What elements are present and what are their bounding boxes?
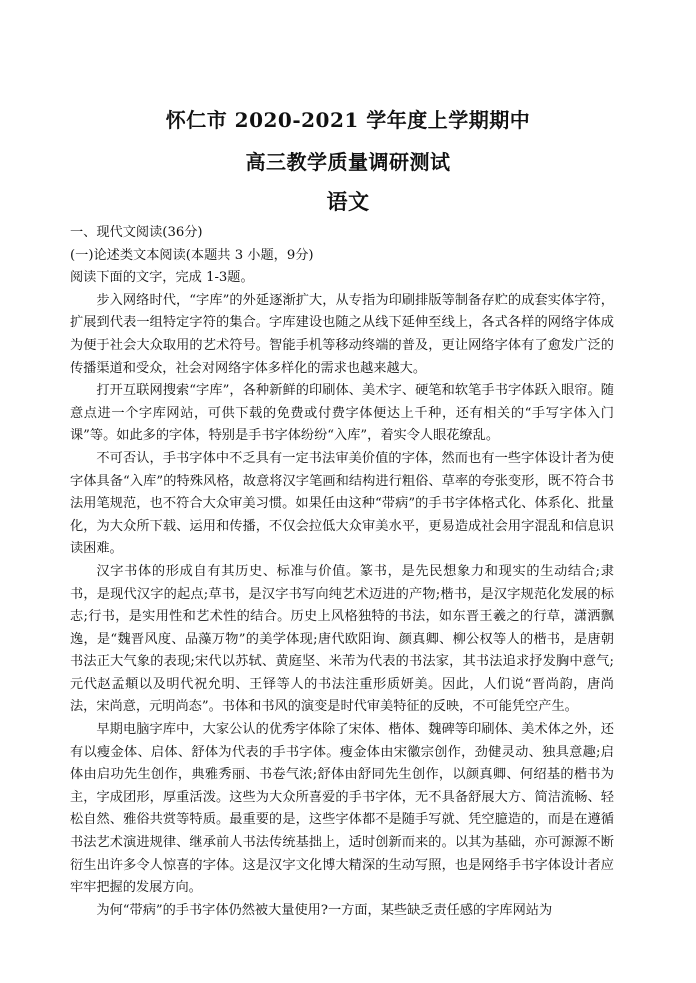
- paragraph-2: 打开互联网搜索“字库”，各种新鲜的印刷体、美术字、硬笔和软笔手书字体跃入眼帘。随意点进一个字库网站，可供下载的免费或付费字体便达上千种，还有相关的“手写字体入门课”等。如此多的字体，特别是手书字体纷纷“入库”，着实令人眼花缭乱。: [70, 383, 614, 444]
- subject-title: 语文: [326, 189, 370, 214]
- exam-title-line-1: 怀仁市 2020-2021 学年度上学期期中: [165, 108, 531, 132]
- section-heading: 一、现代文阅读(36分): [70, 225, 203, 240]
- document-body: [70, 222, 614, 922]
- exam-title-line-2: 高三教学质量调研测试: [245, 150, 451, 174]
- paragraph-6: 为何“带病”的手书字体仍然被大量使用?一方面，某些缺乏责任感的字库网站为: [96, 902, 553, 918]
- reading-instruction: 阅读下面的文字，完成 1-3题。: [70, 270, 254, 286]
- paragraph-5: 早期电脑字库中，大家公认的优秀字体除了宋体、楷体、魏碑等印刷体、美术体之外，还有以瘦金体、启体、舒体为代表的手书字体。瘦金体由宋徽宗创作，劲健灵动、独具意趣;启体由启功先生创作，典雅秀丽、书卷气浓;舒体由舒同先生创作，以颜真卿、何绍基的楷书为主，字成团形，厚重活泼。这些为大众所喜爱的手书字体，无不具备舒展大方、简洁流畅、轻松自然、雅俗共赏等特质。最重要的是，这些字体都不是随手写就、凭空臆造的，而是在遵循书法艺术演进规律、继承前人书法传统基拙上，适时创新而来的。以其为基础，亦可源源不断衍生出许多令人惊喜的字体。这是汉字文化博大精深的生动写照，也是网络手书字体设计者应牢牢把握的发展方向。: [70, 722, 614, 896]
- paragraph-1: 步入网络时代，“字库”的外延逐渐扩大，从专指为印刷排版等制备存贮的成套实体字符，扩展到代表一组特定字符的集合。字库建设也随之从线下延伸至线上，各式各样的网络字体成为便于社会大众取用的艺术符号。智能手机等移动终端的普及，更让网络字体有了愈发广泛的传播渠道和受众，社会对网络字体多样化的需求也越来越大。: [70, 292, 614, 376]
- paragraph-3: 不可否认，手书字体中不乏具有一定书法审美价值的字体，然而也有一些字体设计者为使字体具备“入库”的特殊风格，故意将汉字笔画和结构进行粗俗、草率的夸张变形，既不符合书法用笔规范，也不符合大众审美习惯。如果任由这种“带病”的手书字体格式化、体系化、批量化，为大众所下载、运用和传播，不仅会拉低大众审美水平，更易造成社会用字混乱和信息识读困难。: [70, 450, 614, 557]
- sub-section-heading: (一)论述类文本阅读(本题共 3 小题，9分): [70, 247, 314, 263]
- paragraph-4: 汉字书体的形成自有其历史、标准与价值。篆书，是先民想象力和现实的生动结合;隶书，是现代汉字的起点;草书，是汉字书写向纯艺术迈进的产物;楷书，是汉字规范化发展的标志;行书，是实用性和艺术性的结合。历史上风格独特的书法，如东晋王羲之的行草，潇洒飘逸，是“魏晋风度、品藻万物”的美学体现;唐代欧阳询、颜真卿、柳公权等人的楷书，是唐朝书法正大气象的表现;宋代以苏轼、黄庭坚、米芾为代表的书法家，其书法追求抒发胸中意气;元代赵孟頫以及明代祝允明、王铎等人的书法注重形质妍美。因此，人们说“晋尚韵，唐尚法，宋尚意，元明尚态”。书体和书风的演变是时代审美特征的反映，不可能凭空产生。: [70, 563, 614, 715]
